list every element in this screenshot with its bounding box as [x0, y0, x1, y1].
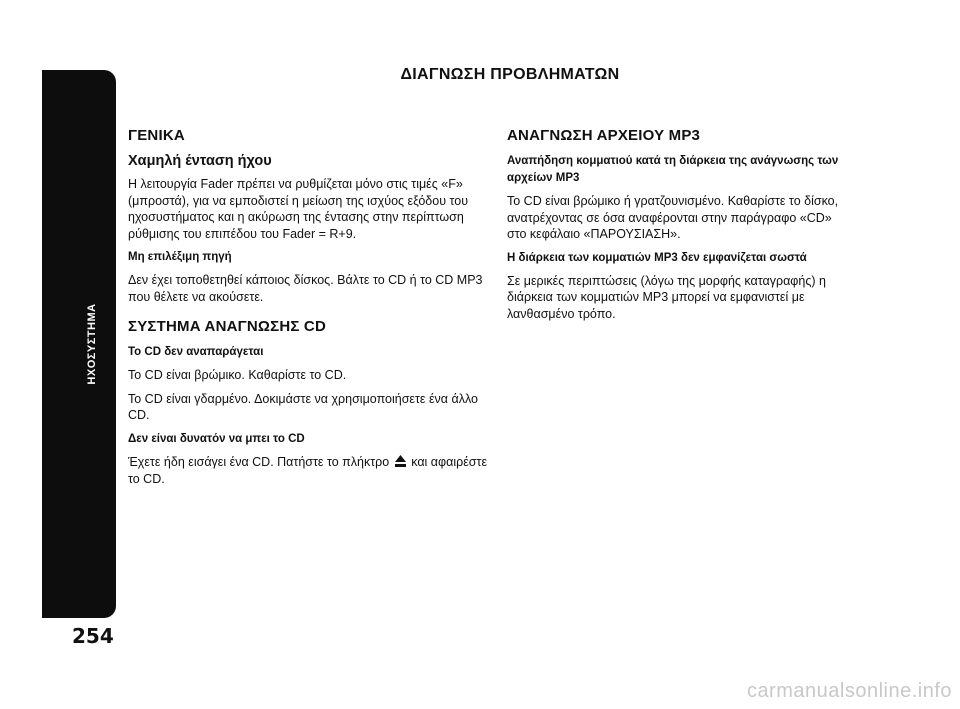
low-volume-heading: Χαμηλή ένταση ήχου	[128, 153, 272, 169]
cd-not-playing-heading: Το CD δεν αναπαράγεται	[128, 346, 264, 358]
low-volume-text: Η λειτουργία Fader πρέπει να ρυθμίζεται μόνο στις τιμές «F» (μπροστά), για να εμποδιστεί η μείωση της ισχύος εξόδου του ηχοσυστήματος και η ακύρωση της έντασης στην περίπτωση ρύθμισης του επιπέδου του Fader = R+9.	[128, 177, 469, 241]
cd-system-heading: ΣΥΣΤΗΜΑ ΑΝΑΓΝΩΣΗΣ CD	[128, 318, 326, 335]
side-tab	[42, 70, 116, 618]
cannot-insert-text	[128, 454, 494, 488]
duration-heading: Η διάρκεια των κομματιών MP3 δεν εμφανίζεται σωστά	[507, 251, 807, 264]
watermark: carmanualsonline.info	[746, 680, 952, 702]
page-number: 254	[72, 624, 114, 648]
cd-not-playing-text-1: Το CD είναι βρώμικο. Καθαρίστε το CD.	[128, 368, 347, 382]
mp3-heading: ΑΝΑΓΝΩΣΗ ΑΡΧΕΙΟΥ MP3	[507, 127, 701, 144]
eject-icon	[395, 455, 406, 472]
side-tab-label: ΗΧΟΣΥΣΤΗΜΑ	[86, 303, 98, 385]
right-column	[507, 127, 847, 329]
cd-not-playing-text-2: Το CD είναι γδαρμένο. Δοκιμάστε να χρησιμοποιήσετε ένα άλλο CD.	[128, 391, 478, 422]
skip-text: Το CD είναι βρώμικο ή γρατζουνισμένο. Καθαρίστε το δίσκο, ανατρέχοντας σε όσα αναφέρονται στην παράγραφο «CD» στο κεφάλαιο «ΠΑΡΟΥΣΙΑΣΗ».	[507, 194, 839, 241]
cannot-insert-text-after: και αφαιρέστε το CD.	[128, 454, 488, 486]
general-heading: ΓΕΝΙΚΑ	[128, 127, 185, 144]
left-column	[128, 127, 494, 495]
cannot-insert-heading: Δεν είναι δυνατόν να μπει το CD	[128, 432, 305, 445]
skip-heading: Αναπήδηση κομματιού κατά τη διάρκεια της ανάγνωσης των αρχείων MP3	[507, 155, 839, 184]
cannot-insert-text-before: Έχετε ήδη εισάγει ένα CD. Πατήστε το πλήκτρο	[128, 454, 390, 469]
no-source-heading: Μη επιλέξιμη πηγή	[128, 251, 232, 263]
duration-text: Σε μερικές περιπτώσεις (λόγω της μορφής καταγραφής) η διάρκεια των κομματιών MP3 μπορεί να εμφανιστεί με λανθασμένο τρόπο.	[507, 273, 826, 321]
no-source-text: Δεν έχει τοποθετηθεί κάποιος δίσκος. Βάλτε το CD ή το CD MP3 που θέλετε να ακούσετε.	[128, 273, 483, 304]
page-title: ΔΙΑΓΝΩΣΗ ΠΡΟΒΛΗΜΑΤΩΝ	[400, 66, 620, 83]
